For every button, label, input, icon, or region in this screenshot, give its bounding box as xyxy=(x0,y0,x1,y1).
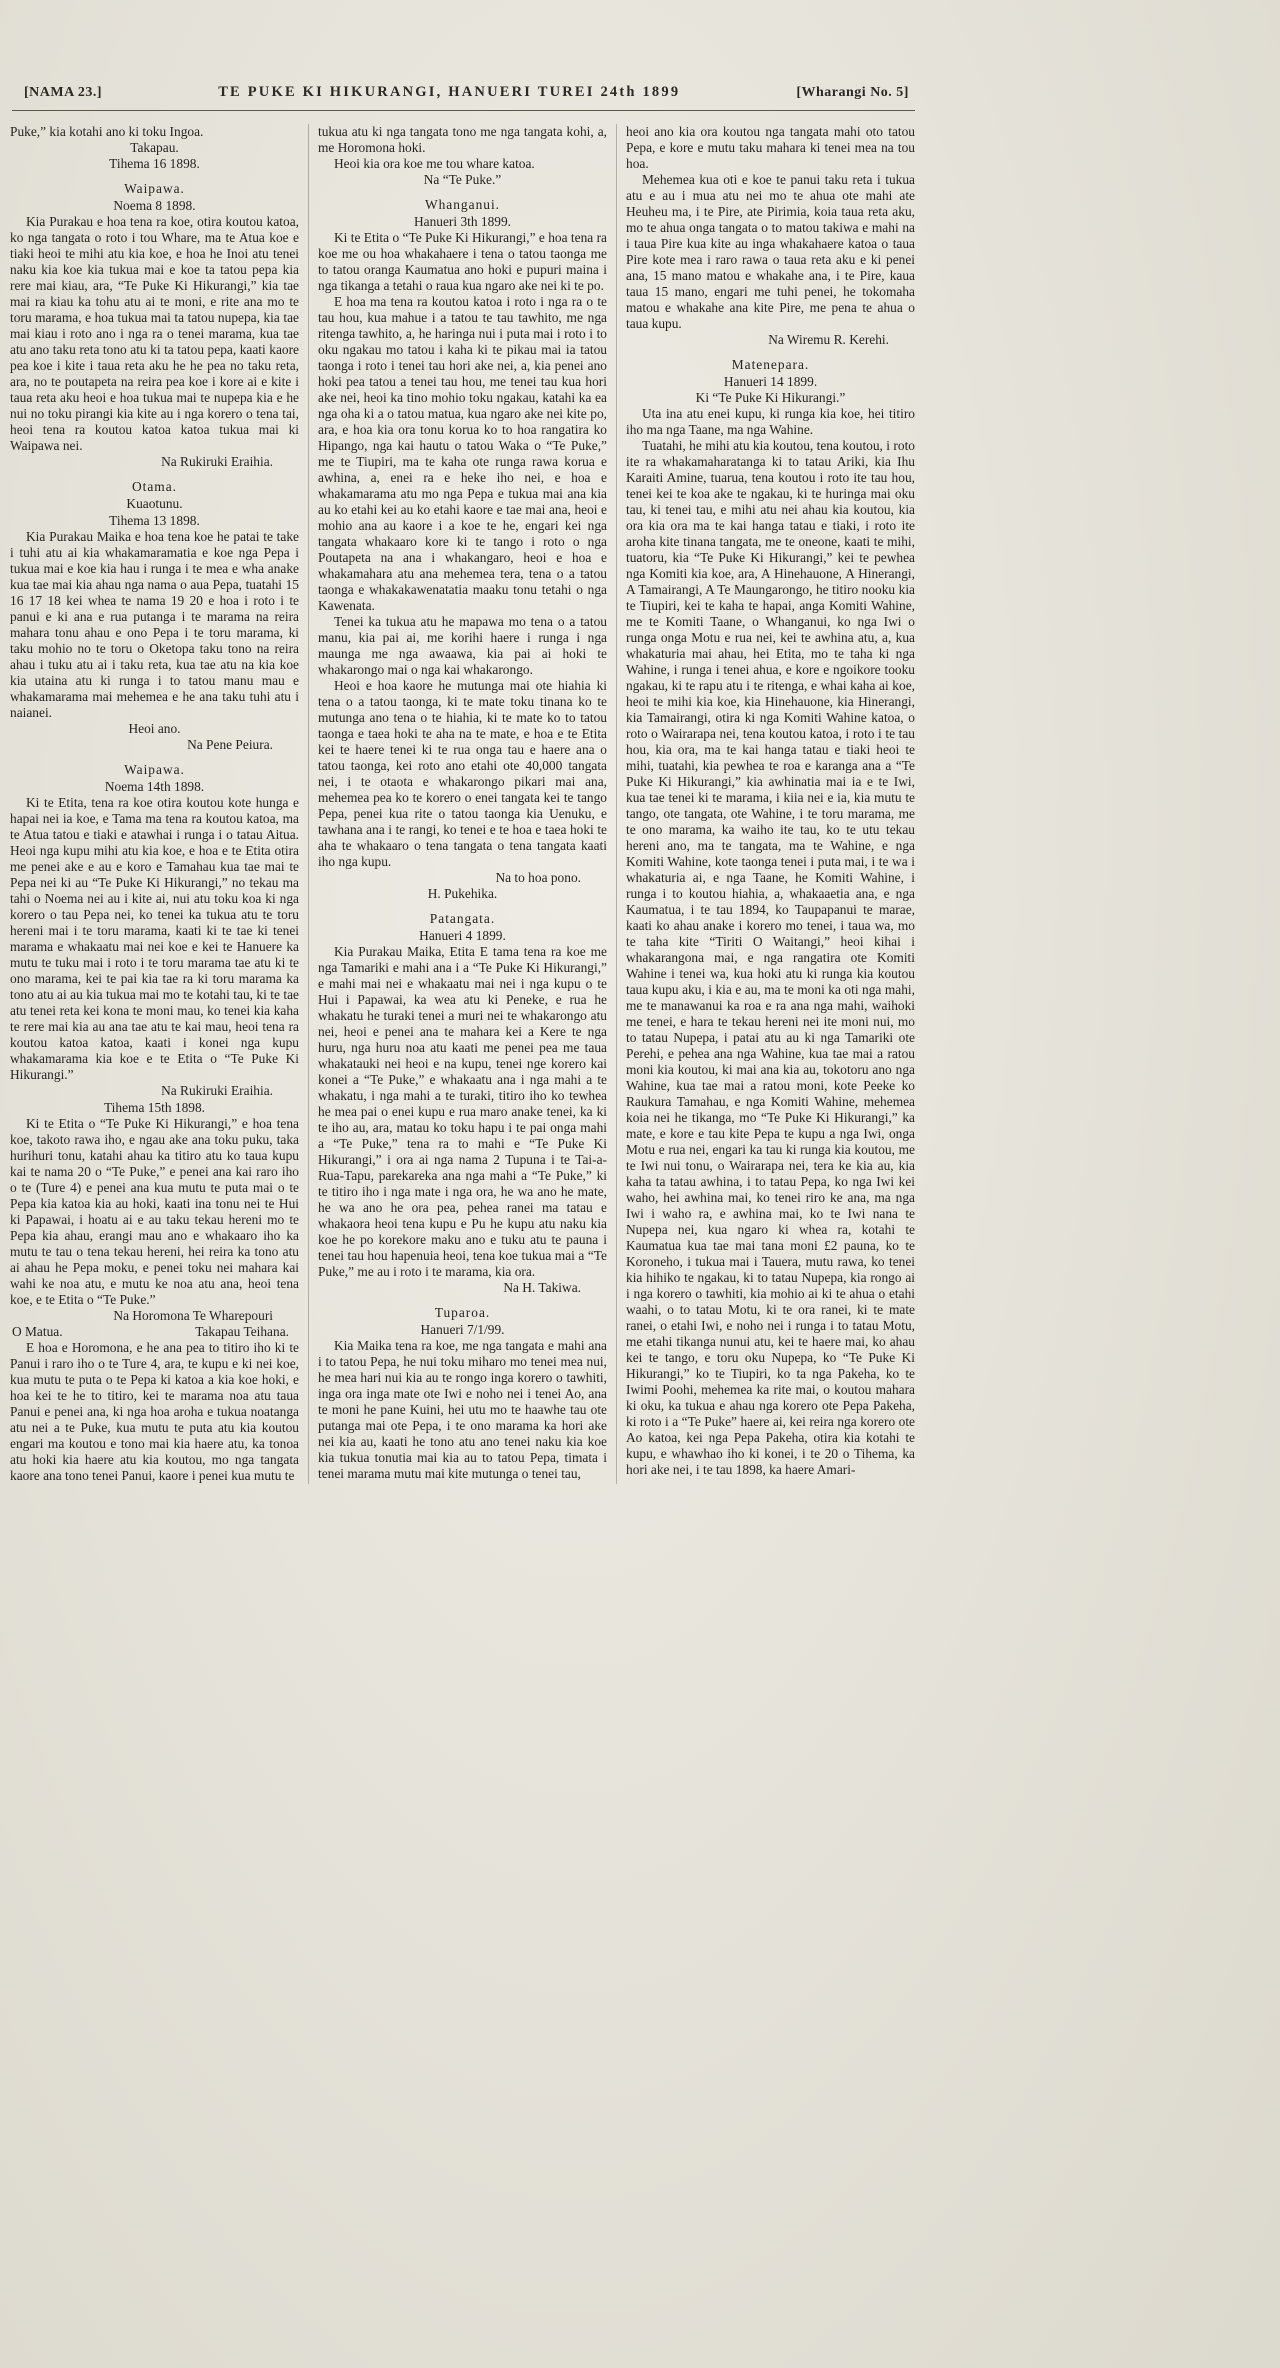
signature: Na Rukiruki Eraihia. xyxy=(161,454,273,469)
article-paragraph: Kia Maika tena ra koe, me nga tangata e mahi ana i to tatou Pepa, he nui toku miharo mo tenei mea nui, he mea hari nui kia au te rongo inga korero o tawhiti, inga ora inga mate ote Iwi e noho nei i tenei Ao, ana te moni he pane Kuini, hei utu mo te haawhe tau ote putanga mai ote Pepa, i te ono marama ka hori ake nei kia au, kaati he tono atu ano tenei naku kia koe kia tukua tonutia mai kia au to tatou Pepa, timata i tenei marama mutu mai kite mutunga o tenei tau, xyxy=(318,1338,607,1481)
column-3 xyxy=(626,124,915,1484)
article-dateline: Hanueri 7/1/99. xyxy=(420,1322,505,1337)
article-dateline: Kuaotunu. xyxy=(126,496,183,511)
page-number: [Wharangi No. 5] xyxy=(796,85,909,100)
article-heading: Otama. xyxy=(131,479,178,494)
masthead xyxy=(24,84,909,101)
article-dateline: Hanueri 14 1899. xyxy=(723,374,818,389)
article-paragraph: Ki te Etita o “Te Puke Ki Hikurangi,” e hoa tena koe, takoto rawa iho, e ngau ake ana toku puku, taka hurihuri tonu, katahi ahau ka titiro atu ko taua kupu kai te nama 20 o “Te Puke,” e penei ana kai raro iho o te (Ture 4) e penei ana kua mutu te puta mai o te Pepa kia katoa kia au hoki, kaati ina tonu nei te Hui ki Papawai, i hoatu ai e au taku tekau hereni mo te Pepa kia ahau, erangi mau ano e whakaaro iho ka mutu te tau o tena tekau hereni, hei reira ka tono atu ai ahau he Pepa moku, e penei toku nei mahara kai wahi ke noa atu, e mutu ke noa atu ana, heoi tena koe, e te Etita o “Te Puke.” xyxy=(10,1116,299,1307)
center-line: Na “Te Puke.” xyxy=(423,172,502,187)
column-divider xyxy=(616,124,617,1484)
article-heading: Matenepara. xyxy=(731,357,810,372)
signature: Na Pene Peiura. xyxy=(187,737,273,752)
center-line: Tihema 16 1898. xyxy=(109,156,200,171)
article-paragraph: E hoa e Horomona, e he ana pea to titiro iho ki te Panui i raro iho o te Ture 4, ara, te kupu e ki nei koe, kua mutu te puta o te Pepa ki katoa a kia koe hoki, e hoa kei te he to titiro, kei te marama noa atu taua Panui e penei ana, ki nga hoa aroha e tukua noatanga atu nei a te Puke, kua mutu te puta atu kia koutou engari ma koutou e tono mai kia haere atu, ka tonoa atu hoki kia haere atu kia koutou, mo nga tangata kaore ana tono tenei Panui, kaore i penei kua mutu te xyxy=(10,1340,299,1483)
article-paragraph: Kia Purakau Maika e hoa tena koe he patai te take i tuhi atu ai kia whakamaramatia e koe nga Pepa i tukua mai e koe kia hau i runga i te mea e wha anake kua tae mai kia ahau nga nama o aua Pepa, tuatahi 15 16 17 18 kei whea te nama 19 20 e hoa i roto i te panui e ki ana e rua putanga i te marama na reira mahara tonu ahau e ono Pepa i te toru marama, ki taku mohio no te toru o Oketopa taku tono na reira ahau i tuku atu ai i taku reta, kua tae atu na kia koe kia utaina atu ki runga i to tatou manu mau e whakamarama mai mehemea e he ana taku tuhi atu i naianei. xyxy=(10,529,299,720)
article-columns xyxy=(10,124,917,1484)
article-heading: Patangata. xyxy=(429,911,496,926)
column-1 xyxy=(10,124,299,1484)
signature: Na to hoa pono. xyxy=(495,870,581,885)
signature: Na Horomona Te Wharepouri xyxy=(113,1308,273,1323)
signature: Na Wiremu R. Kerehi. xyxy=(768,332,889,347)
article-paragraph: E hoa ma tena ra koutou katoa i roto i nga ra o te tau hou, kua mahue i a tatou te tau tawhito, me nga ritenga tawhito, a, he haringa nui i puta mai i roto i to oku ngakau mo tatou i kaha ki te pikau mai ia tatou taonga i roto i tenei tau hori ake nei, a, kia penei ano hoki pea tatou a tenei tau hou, me tenei tau kua hori ake nei, heoi ka tino mohio toku ngakau, katahi ka ea nga oha ki a o tatou matua, kua ngaro ake nei kite po, ara, e hoa kia ora tonu korua ko to hoa rangatira ko Hipango, nga kai hautu o tatou Waka o “Te Puke,” me te Tiupiri, ma te kaha ote runga rawa korua e awhina, a, enei ra e heke iho nei, e hoa e whakamarama atu mo nga Pepa e tukua mai ana kia au ko etahi kei au ko etahi kaore e tae mai ana, heoi e mohio ana au kaore i a koe te he, engari kei nga tangata whakaaro kore ki te tango i roto o nga Poutapeta na ana i whakangaro, heoi e hoa e whakamahara atu ana mehemea tera, tena o a tatou taonga e whakakawenatatia maaku tonu tetahi o nga Kawenata. xyxy=(318,294,607,613)
signature: Na H. Takiwa. xyxy=(503,1280,581,1295)
article-paragraph: Puke,” kia kotahi ano ki toku Ingoa. xyxy=(10,124,204,139)
column-2 xyxy=(318,124,607,1484)
article-paragraph: Heoi e hoa kaore he mutunga mai ote hiahia ki tena o a tatou taonga, ki te mate toku tinana ko te mutunga ano tena o te hiahia, ki te mate ko to tatou taonga e taea hoki te aha na te mate, e hoa e te Etita kei te haere tenei ki te rua onga tau e haere ana o tatou taonga, kei roto ano etahi ote 40,000 tangata nei, i te otaota e whakarongo pikari mai ana, mehemea pea ko te korero o enei tangata kei te tango Pepa, penei kua rite o tatou taonga kia Uenuku, e tawhana ana i te rangi, ko tenei e te hoa e taea hoki te aha te whakaaro o tena tangata o tena tangata kaati iho nga kupu. xyxy=(318,678,607,869)
article-dateline: Tihema 13 1898. xyxy=(109,513,200,528)
article-paragraph: Tenei ka tukua atu he mapawa mo tena o a tatou manu, kia pai ai, me korihi haere i runga i nga maunga me nga awaawa, kia pai ai hoki te whakarongo mai o nga kai whakarongo. xyxy=(318,614,607,677)
article-paragraph: Uta ina atu enei kupu, ki runga kia koe, hei titiro iho ma nga Taane, ma nga Wahine. xyxy=(626,406,915,437)
center-line: H. Pukehika. xyxy=(427,886,498,901)
article-dateline: Noema 8 1898. xyxy=(113,198,196,213)
article-dateline: Hanueri 4 1899. xyxy=(419,928,506,943)
article-paragraph: Kia Purakau Maika, Etita E tama tena ra koe me nga Tamariki e mahi ana i a “Te Puke Ki Hikurangi,” e mahi mai nei e whakaatu mai nei i nga kupu o te Hui i Papawai, ka wea atu ki Peneke, e rua he whakatu he turaki tenei a muri nei te whakarongo atu nei, heoi e penei ana te mahara kei a Kere te nga huru, nga huru noa atu kaati me penei pea me taua whakatauki nei heoi e na kupu, tenei nge korero kai konei a “Te Puke,” e whakaatu ana i nga mahi a te whakatu, i nga mahi a te turaki, titiro iho ko tewhea he mea pai o enei kupu e rua maro anake tenei, ka ki te iho au, ara, matau ko toku hapu i te pai onga mahi a “Te Puke,” tena ra to mahi e “Te Puke Ki Hikurangi,” i ora ai nga nama 2 Tupuna i te Tai-a-Rua-Tapu, parekareka ana nga mahi a “Te Puke,” ki te titiro iho i nga mate i nga ora, he wa ano he mate, he wa ano he ora pea, pehea ranei ma tatau e whakaora heoi tena kupu e Pu he kupu atu naku kia koe he po korekore maku ano e tuku atu te pauna i tenei tau hou hapenuia heoi, tena koe tukua mai a “Te Puke,” me au i roto i te marama, kia ora. xyxy=(318,944,607,1279)
article-heading: Tuparoa. xyxy=(434,1305,491,1320)
article-paragraph: Heoi kia ora koe me tou whare katoa. xyxy=(334,156,535,171)
article-dateline: Noema 14th 1898. xyxy=(104,779,205,794)
article-paragraph: Ki te Etita, tena ra koe otira koutou kote hunga e hapai nei ia koe, e Tama ma tena ra koutou katoa, ma te Atua tatou e tiaki e atawhai i runga i o tatau Aitua. Heoi nga kupu mihi atu kia koe, e hoa e te Etita otira me penei ake e au e koro e Tamahau kua tae mai te Pepa nei ki au “Te Puke Ki Hikurangi,” no tekau ma tahi o Noema nei au i kite ai, nui atu toku koa ki nga korero o tau Pepa nei, ko tenei ka tukua atu te toru hereni mai i te toru marama, kaati ki te tae ki tenei marama e whakaatu mai nei koe e kei te Hanuere ka mutu te tuku mai i roto i te toru marama tae atu ki te ono marama, kei te pai kia tae ra ki toru marama ka tono atu ai au kia tukua mai mo te kotahi tau, ki te tae atu tenei reta kei kona te moni mau, ko tenei kia kaha te rere mai kia au ana tae atu te kai mau, heoi tena ra koutou katoa katoa, kaati i konei nga kupu whakamarama kia koe e te Etita o “Te Puke Ki Hikurangi.” xyxy=(10,795,299,1082)
center-line: Heoi ano. xyxy=(128,721,181,736)
center-line: Takapau. xyxy=(130,140,179,155)
signature-row xyxy=(10,1324,299,1340)
article-paragraph: Mehemea kua oti e koe te panui taku reta i tukua atu e au i mua atu nei mo te ahua ote mahi ate Heuheu ma, i te Pire, ate Pirimia, koia taua reta aku, mo te ahua onga tangata o to matou takiwa e mahi na i taua Pire kua kite au inga whakahaere katoa o taua Pire kote mea i raro rawa o taua reta aku e ki penei ana, 15 mano matou e whakahe ana, i te Pire, kaua taua 15 mano, engari me tuhi penei, he tokomaha matou e whakahe ana kite Pire, me pena te ahua o taua kupu. xyxy=(626,172,915,331)
column-divider xyxy=(308,124,309,1484)
article-heading: Waipawa. xyxy=(124,762,185,777)
article-paragraph: Tuatahi, he mihi atu kia koutou, tena koutou, i roto ite ra whakamaharatanga ki to tatau Ariki, kia Ihu Karaiti Amine, tuarua, tena koutou i roto ite tau hou, tenei kei te koa ake te ngakau, ki te huringa mai oku tau, ki tenei tau, e mihi atu nei ahau kia koutou, kia ora kia ora ma te kai hanga tatau e tiaki, i roto ite aroha kite tinana tangata, me te oneone, kaati te mihi, tuatoru, kia “Te Puke Ki Hikurangi,” kei te pewhea nga Komiti kia koe, ara, A Hinehauone, A Hinerangi, A Tamairangi, A Te Maungarongo, he titiro nooku kia te Tiupiri, kei te kaha te hapai, anga Komiti Wahine, me te Komiti Taane, o Whanganui, ko nga Iwi o runga onga Motu e rua nei, kei te awhina atu, a, kua whakaturia mai ahau, hei Etita, mo te taha ki nga Wahine, i runga i tenei ahua, e kore e ngoikore tooku ngakau, ki te rapu atu i te ritenga, e whai kaha ai koe, heoi te mihi kia koe, kia Hinehauone, kia Hinerangi, kia Tamairangi, otira ki nga Komiti Wahine katoa, o roto o Wairarapa nei, tena koutou katoa, i roto i te tau hou, kia ora, ma te kai hanga tatau e tiaki heoi te mihi, tuatahi, kia pewhea te roa e karanga ana a “Te Puke Ki Hikurangi,” kia awhinatia mai ia e te Iwi, kua tae tenei ki te marama, i kiia nei e ia, kia mutu te tango, ote tangata, ote Wahine, i te toru marama, me te ono marama, ka waiho ite tau, ko te utu tekau hereni ano, ma te tangata, ma te Wahine, e nga Komiti Wahine, kote taonga tenei i puta mai, i te wa i whakaturia ai, e nga Taane, he Komiti Wahine, i runga i to koutou hiahia, a, whakaaetia ana, e nga Kaumatua, i te tau 1894, ko Taupapanui te marae, kaati ko ahau anake i korero mo tenei, i taua wa, mo te taha kite “Tiriti O Waitangi,” heoi kihai i whakarangona mai, e nga rangatira ote Komiti Wahine i tenei wa, kua hoki atu ki runga kia koutou taua kupu aku, i kia e au, ma te moni ka oti nga mahi, me te manawanui ka roa e ra ana nga mahi, waihoki me tenei, e hara te tekau hereni nei ite moni nui, mo to tatau Nupepa, i patai atu au ki nga Tamariki ote Perehi, e pehea ana nga Wahine, kua tae mai a ratou moni kia koutou, ki mai ana kia au, tokotoru ano nga Wahine, kua tae mai a ratou moni, kote Peeke ko Raukura Tamahau, e nga Komiti Wahine, mehemea koia nei he tikanga, mo “Te Puke Ki Hikurangi,” ka mate, e kore e tau kite Pepa te kupu a nga Iwi, onga Motu e rua nei, engari ka tau ki runga kia koutou, me te Iwi nui tonu, o Wairarapa nei, tera ke kia au, kia kaha ta tatau awhina, i to tatau Pepa, ko nga Iwi kei waho, hei awhina mai, ko tenei riro ke ana, ma nga Iwi i waho ra, e awhina mai, ko te Iwi nana te Nupepa nei, kua ngaro ki whea ra, kotahi te Kaumatua kua tae mai tana moni £2 pauna, ko te Koroneho, i tukua mai i Tauera, mutu rawa, ko tenei kia hihiko te ngakau, ki to tatau Nupepa, kia rongo ai i nga korero o tawhiti, kia mohio ai ki te ahua o etahi waahi, o to tatau Motu, ki te ora ranei, ki te mate ranei, o etahi Iwi, e noho nei i runga i to tatau Motu, me etahi tikanga nunui atu, kei te haere mai, ko ahau kei te tango, e toru oku Nupepa, ko “Te Puke Ki Hikurangi,” ko te Tiupiri, ko ta nga Pakeha, ko te Iwimi Poohi, mehemea ka rite mai, o koutou mahara ki oku, ka tukua e ahau nga korero ote Pepa Pakeha, ki roto i a “Te Puke” haere ai, kei reira nga korero ote Ao katoa, kei nga Pepa Pakeha, otira kia kotahi te kupu, e whawhao iho ki konei, i te 20 o Tihema, ka hori ake nei, i te tau 1898, ka haere Amari- xyxy=(626,438,915,1477)
signature-left: O Matua. xyxy=(12,1324,63,1339)
article-paragraph: tukua atu ki nga tangata tono me nga tangata kohi, a, me Horomona hoki. xyxy=(318,124,607,155)
center-line: Ki “Te Puke Ki Hikurangi.” xyxy=(695,390,846,405)
article-paragraph: Ki te Etita o “Te Puke Ki Hikurangi,” e hoa tena ra koe me ou hoa whakahaere i tena o tatou taonga me to tatou oranga Kaumatua ano hoki e pupuri maina i nga tikanga a tetahi o raua kua ngaro ake nei ki te po. xyxy=(318,230,607,293)
issue-number: [NAMA 23.] xyxy=(24,85,103,100)
article-dateline: Tihema 15th 1898. xyxy=(103,1100,206,1115)
signature-right: Takapau Teihana. xyxy=(195,1324,289,1339)
article-heading: Whanganui. xyxy=(424,197,501,212)
article-dateline: Hanueri 3th 1899. xyxy=(413,214,512,229)
newspaper-title: TE PUKE KI HIKURANGI, HANUERI TUREI 24th 1899 xyxy=(218,84,681,100)
article-paragraph: Kia Purakau e hoa tena ra koe, otira koutou katoa, ko nga tangata o roto i tou Whare, ma te Atua koe e tiaki heoi te mihi atu kia koe, e hoa he Inoi atu tenei naku kia koe kia tukua mai e koe ta tatou pepa kia rere mai kiau, ara, “Te Puke Ki Hikurangi,” kia tae mai ra kiau ka tohu atu ai te moni, e rite ana mo te toru marama, e hoa tukua mai ta tatou nupepa, kia tae mai kiau i roto ano i nga ra o tenei marama, kua tae atu ano taku reta tono atu ki ta tatou pepa, kaati kaore pea koe i kite i taua reta aku he he pea no taku reta, ara, no te poutapeta na reira pea koe i kore ai e kite i taua reta aku heoi e hoa tukua mai te nupepa kia e he nui no toku pirangi kia kite au i nga korero o tena tai, heoi tena ra koutou katoa katoa tukua mai ki Waipawa nei. xyxy=(10,214,299,453)
article-heading: Waipawa. xyxy=(124,181,185,196)
article-paragraph: heoi ano kia ora koutou nga tangata mahi oto tatou Pepa, e kore e mutu taku mahara ki tenei mea na tou hoa. xyxy=(626,124,915,171)
signature: Na Rukiruki Eraihia. xyxy=(161,1083,273,1098)
masthead-rule xyxy=(12,110,915,111)
